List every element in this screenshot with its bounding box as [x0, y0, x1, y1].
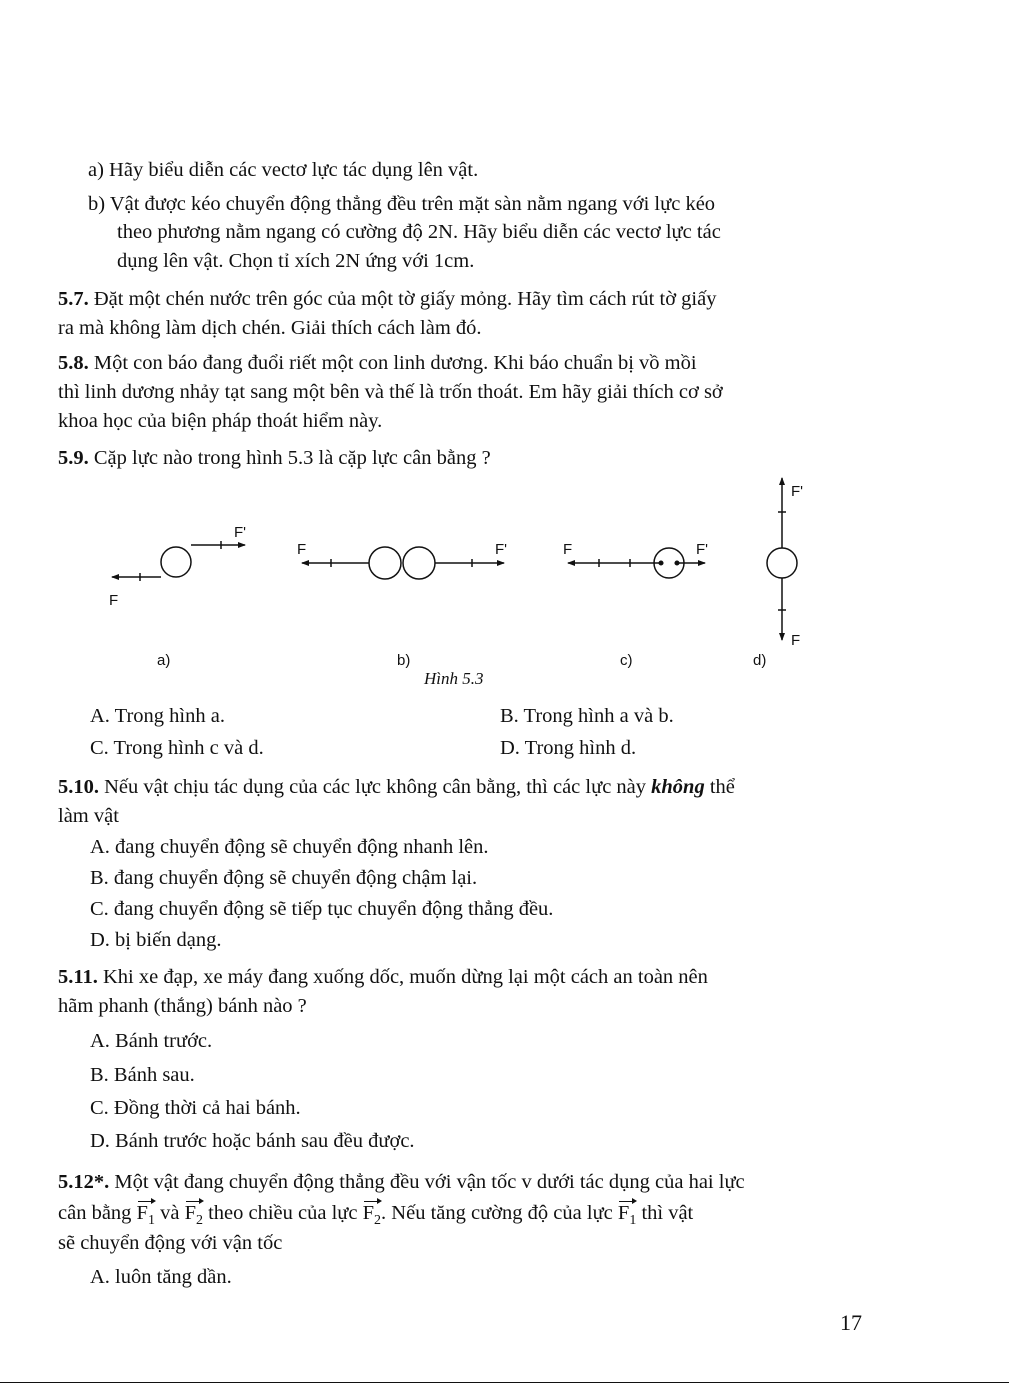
label-f-prime-d: F'	[791, 483, 804, 500]
text-theo-chieu: theo chiều của lực	[208, 1202, 358, 1224]
q5-11-option-d: D. Bánh trước hoặc bánh sau đều được.	[90, 1130, 415, 1152]
q5-9-option-c: C. Trong hình c và d.	[90, 737, 264, 759]
text-neu-tang: . Nếu tăng cường độ của lực	[381, 1202, 613, 1224]
diagram-d	[767, 478, 797, 640]
vector-f2-again: $F_2$	[362, 1202, 382, 1229]
question-text-end: thể	[709, 776, 735, 798]
question-5-12-line1	[58, 1172, 745, 1193]
question-number: 5.7.	[58, 288, 89, 310]
label-f-d: F	[791, 632, 801, 649]
vector-f1-again: $F_1$	[617, 1202, 637, 1229]
q5-6-part-b-line1: b) Vật được kéo chuyển động thẳng đều trên mặt sàn nằm ngang với lực kéo	[88, 193, 716, 215]
figure-label-b: b)	[397, 652, 411, 669]
question-number: 5.11.	[58, 966, 98, 988]
q5-11-option-a: A. Bánh trước.	[90, 1030, 213, 1052]
q5-10-option-a: A. đang chuyển động sẽ chuyển động nhanh lên.	[90, 836, 489, 858]
question-number: 5.10.	[58, 776, 99, 798]
question-5-11-line1	[58, 967, 708, 988]
vector-f1: $F_1$	[136, 1202, 155, 1229]
diagram-c	[568, 548, 705, 578]
question-5-8-line2: thì linh dương nhảy tạt sang một bên và thế là trốn thoát. Em hãy giải thích cơ sở	[58, 381, 723, 403]
question-5-8-line3: khoa học của biện pháp thoát hiểm này.	[58, 410, 383, 432]
q5-6-part-b-line2: theo phương nằm ngang có cường độ 2N. Hãy biểu diễn các vectơ lực tác	[117, 221, 721, 243]
question-text: Một vật đang chuyển động thẳng đều với vận tốc v dưới tác dụng của hai lực	[114, 1171, 745, 1193]
label-f-prime-b: F'	[495, 541, 508, 558]
q5-10-option-c: C. đang chuyển động sẽ tiếp tục chuyển động thẳng đều.	[90, 898, 554, 920]
q5-11-option-b: B. Bánh sau.	[90, 1064, 195, 1086]
question-5-12-line3: sẽ chuyển động với vận tốc	[58, 1232, 283, 1254]
question-text: Nếu vật chịu tác dụng của các lực không cân bằng, thì các lực này	[104, 776, 647, 798]
q5-9-option-a: A. Trong hình a.	[90, 705, 225, 727]
question-5-12-line2	[58, 1203, 693, 1228]
question-number: 5.12*.	[58, 1171, 110, 1193]
text-va: và	[160, 1202, 180, 1224]
figure-label-c: c)	[620, 652, 633, 669]
q5-6-part-b-line3: dụng lên vật. Chọn tỉ xích 2N ứng với 1cm.	[117, 250, 475, 272]
figure-caption: Hình 5.3	[424, 669, 484, 688]
question-text: Cặp lực nào trong hình 5.3 là cặp lực cân bằng ?	[93, 447, 491, 469]
figure-label-d: d)	[753, 652, 767, 669]
question-5-11-line2: hãm phanh (thắng) bánh nào ?	[58, 995, 307, 1017]
diagram-a	[112, 541, 245, 581]
question-text: Khi xe đạp, xe máy đang xuống dốc, muốn dừng lại một cách an toàn nên	[103, 966, 708, 988]
question-5-10-line1	[58, 777, 735, 798]
q5-10-option-b: B. đang chuyển động sẽ chuyển động chậm lại.	[90, 867, 478, 889]
label-f-a: F	[109, 592, 119, 609]
footer-rule	[0, 1382, 1009, 1383]
label-f-b: F	[297, 541, 307, 558]
label-f-c: F	[563, 541, 573, 558]
q5-9-option-b: B. Trong hình a và b.	[500, 705, 674, 727]
q5-10-option-d: D. bị biến dạng.	[90, 929, 222, 951]
question-text: Đặt một chén nước trên góc của một tờ giấy mỏng. Hãy tìm cách rút tờ giấy	[93, 288, 717, 310]
emphasis-word: không	[651, 776, 705, 798]
page-number: 17	[840, 1310, 862, 1335]
text-can-bang: cân bằng	[58, 1202, 132, 1224]
text-thi-vat: thì vật	[641, 1202, 694, 1224]
question-number: 5.8.	[58, 352, 89, 374]
question-number: 5.9.	[58, 447, 89, 469]
q5-9-option-d: D. Trong hình d.	[500, 737, 637, 759]
diagram-b	[302, 547, 504, 579]
q5-6-part-a: a) Hãy biểu diễn các vectơ lực tác dụng lên vật.	[88, 159, 479, 181]
vector-f2: $F_2$	[184, 1202, 203, 1229]
label-f-prime-c: F'	[696, 541, 709, 558]
label-f-prime-a: F'	[234, 524, 247, 541]
figure-label-a: a)	[157, 652, 171, 669]
question-5-7-line2: ra mà không làm dịch chén. Giải thích cách làm đó.	[58, 317, 482, 339]
q5-11-option-c: C. Đồng thời cả hai bánh.	[90, 1097, 301, 1119]
q5-12-option-a: A. luôn tăng dần.	[90, 1266, 232, 1288]
question-5-10-line2: làm vật	[58, 805, 119, 827]
question-text: Một con báo đang đuổi riết một con linh dương. Khi báo chuẩn bị vồ mồi	[93, 352, 697, 374]
